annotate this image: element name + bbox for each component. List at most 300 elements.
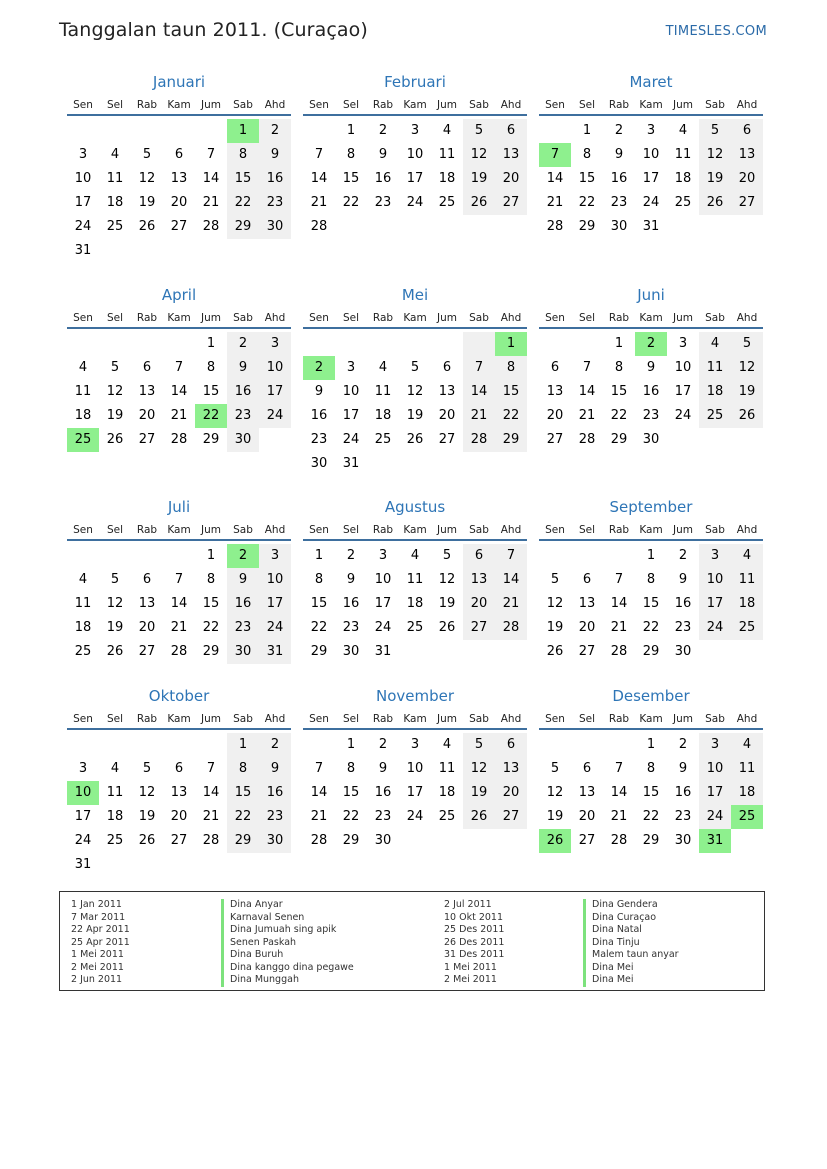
empty-day-cell	[99, 733, 131, 757]
weekday-label: Jum	[437, 713, 457, 725]
weekday-label: Sel	[106, 524, 124, 536]
day-cell: 8	[206, 572, 216, 587]
day-cell: 7	[206, 147, 216, 162]
day-cell: 24	[74, 833, 92, 848]
weekday-label: Jum	[201, 312, 221, 324]
empty-day-cell	[699, 640, 731, 664]
day-cell: 10	[699, 568, 731, 592]
day-cell: 6	[174, 761, 184, 776]
empty-day-cell	[131, 332, 163, 356]
day-cell: 9	[227, 568, 259, 592]
day-cell: 27	[463, 616, 495, 640]
empty-day-cell	[131, 733, 163, 757]
day-cell: 29	[342, 833, 360, 848]
empty-day-cell	[463, 332, 495, 356]
day-cell: 30	[642, 432, 660, 447]
day-cell: 4	[442, 123, 452, 138]
day-cell: 17	[374, 596, 392, 611]
day-cell: 16	[674, 596, 692, 611]
day-cell: 21	[202, 809, 220, 824]
day-cell: 10	[674, 360, 692, 375]
day-cell: 4	[731, 544, 763, 568]
day-cell: 8	[206, 360, 216, 375]
day-cell: 11	[438, 147, 456, 162]
day-cell: 9	[378, 147, 388, 162]
day-cell: 12	[106, 384, 124, 399]
day-cell: 5	[142, 147, 152, 162]
day-cell: 17	[259, 380, 291, 404]
empty-day-cell	[495, 452, 527, 476]
day-cell: 18	[699, 380, 731, 404]
weekday-label: Sab	[705, 99, 725, 111]
day-grid	[303, 544, 527, 664]
day-cell: 9	[614, 147, 624, 162]
day-cell: 27	[731, 191, 763, 215]
day-cell: 25	[374, 432, 392, 447]
weekday-label: Rab	[608, 524, 630, 536]
day-cell: 24	[342, 432, 360, 447]
empty-day-cell	[367, 332, 399, 356]
day-cell: 27	[578, 644, 596, 659]
empty-day-cell	[259, 239, 291, 263]
day-cell: 17	[342, 408, 360, 423]
weekday-header	[67, 521, 291, 541]
empty-day-cell	[67, 733, 99, 757]
empty-day-cell	[731, 215, 763, 239]
day-cell: 24	[374, 620, 392, 635]
empty-day-cell	[131, 119, 163, 143]
weekday-label: Sen	[73, 524, 93, 536]
day-cell: 19	[731, 380, 763, 404]
weekday-label: Jum	[437, 312, 457, 324]
day-cell: 31	[74, 243, 92, 258]
day-cell: 19	[106, 408, 124, 423]
day-cell: 13	[170, 785, 188, 800]
weekday-header	[539, 309, 763, 329]
day-cell: 16	[374, 785, 392, 800]
weekday-label: Ahd	[736, 312, 758, 324]
day-cell: 21	[546, 195, 564, 210]
legend-holiday-date: 26 Des 2011	[444, 936, 505, 948]
day-cell: 8	[314, 572, 324, 587]
weekday-header	[303, 521, 527, 541]
day-cell: 28	[170, 432, 188, 447]
legend-right-names	[583, 899, 679, 987]
empty-day-cell	[399, 332, 431, 356]
empty-day-cell	[539, 119, 571, 143]
empty-day-cell	[731, 428, 763, 452]
day-cell: 17	[74, 195, 92, 210]
empty-day-cell	[539, 733, 571, 757]
day-cell: 12	[138, 171, 156, 186]
holiday-day-cell: 31	[699, 829, 731, 853]
weekday-label: Ahd	[264, 312, 286, 324]
day-cell: 21	[310, 809, 328, 824]
day-grid	[303, 332, 527, 476]
weekday-label: Sen	[309, 99, 329, 111]
day-cell: 9	[259, 143, 291, 167]
weekday-label: Sel	[342, 312, 360, 324]
day-cell: 23	[310, 432, 328, 447]
weekday-label: Kam	[167, 524, 191, 536]
day-cell: 11	[731, 568, 763, 592]
legend-holiday-date: 25 Des 2011	[444, 924, 505, 935]
day-cell: 19	[546, 809, 564, 824]
weekday-label: Jum	[201, 99, 221, 111]
weekday-label: Rab	[372, 524, 394, 536]
day-cell: 11	[106, 785, 124, 800]
legend-holiday-date: 22 Apr 2011	[71, 924, 130, 935]
empty-day-cell	[731, 829, 763, 853]
empty-day-cell	[163, 239, 195, 263]
day-cell: 7	[582, 360, 592, 375]
day-cell: 30	[227, 428, 259, 452]
day-cell: 15	[578, 171, 596, 186]
day-cell: 22	[342, 195, 360, 210]
empty-day-cell	[539, 332, 571, 356]
day-cell: 31	[74, 857, 92, 872]
day-cell: 14	[578, 384, 596, 399]
empty-day-cell	[571, 332, 603, 356]
day-cell: 18	[731, 781, 763, 805]
empty-day-cell	[335, 215, 367, 239]
day-cell: 19	[138, 809, 156, 824]
weekday-label: Rab	[608, 99, 630, 111]
day-cell: 23	[227, 616, 259, 640]
legend-holiday-date: 1 Jan 2011	[71, 899, 122, 910]
day-cell: 22	[642, 620, 660, 635]
day-cell: 17	[699, 781, 731, 805]
day-grid	[303, 733, 527, 853]
day-cell: 29	[610, 432, 628, 447]
holiday-day-cell: 22	[195, 404, 227, 428]
day-cell: 8	[227, 143, 259, 167]
legend-holiday-name: Dina Munggah	[221, 974, 354, 987]
empty-day-cell	[667, 215, 699, 239]
day-cell: 3	[410, 737, 420, 752]
empty-day-cell	[195, 853, 227, 877]
day-cell: 4	[78, 572, 88, 587]
empty-day-cell	[259, 853, 291, 877]
legend-holiday-name: Malem taun anyar	[583, 949, 679, 962]
legend-left-dates	[71, 899, 130, 987]
empty-day-cell	[463, 829, 495, 853]
empty-day-cell	[539, 544, 571, 568]
day-cell: 4	[110, 147, 120, 162]
day-cell: 18	[674, 171, 692, 186]
weekday-label: Kam	[639, 524, 663, 536]
weekday-label: Kam	[403, 99, 427, 111]
month-name: Juli	[167, 498, 191, 516]
day-cell: 28	[495, 616, 527, 640]
weekday-label: Sen	[545, 99, 565, 111]
day-cell: 23	[259, 805, 291, 829]
day-cell: 25	[106, 219, 124, 234]
day-cell: 8	[614, 360, 624, 375]
day-cell: 9	[678, 572, 688, 587]
weekday-label: Ahd	[736, 99, 758, 111]
day-cell: 27	[138, 432, 156, 447]
day-cell: 29	[227, 829, 259, 853]
empty-day-cell	[463, 640, 495, 664]
day-cell: 21	[310, 195, 328, 210]
weekday-label: Jum	[437, 524, 457, 536]
day-cell: 4	[442, 737, 452, 752]
day-cell: 3	[646, 123, 656, 138]
weekday-label: Ahd	[264, 524, 286, 536]
day-cell: 4	[110, 761, 120, 776]
day-cell: 9	[378, 761, 388, 776]
day-grid	[303, 119, 527, 239]
month-block	[539, 72, 763, 239]
day-cell: 15	[202, 384, 220, 399]
day-cell: 29	[642, 644, 660, 659]
day-cell: 27	[546, 432, 564, 447]
day-cell: 17	[259, 592, 291, 616]
day-cell: 20	[438, 408, 456, 423]
day-cell: 1	[646, 548, 656, 563]
day-cell: 20	[495, 167, 527, 191]
day-cell: 16	[310, 408, 328, 423]
day-cell: 9	[678, 761, 688, 776]
weekday-header	[67, 96, 291, 116]
day-cell: 7	[314, 147, 324, 162]
weekday-label: Ahd	[264, 713, 286, 725]
legend-right-dates	[444, 899, 504, 987]
day-cell: 13	[578, 596, 596, 611]
day-cell: 23	[610, 195, 628, 210]
weekday-label: Rab	[136, 713, 158, 725]
day-cell: 10	[342, 384, 360, 399]
weekday-header	[67, 710, 291, 730]
day-cell: 23	[374, 195, 392, 210]
day-cell: 21	[495, 592, 527, 616]
day-cell: 17	[699, 592, 731, 616]
month-block	[539, 497, 763, 664]
legend-holiday-name: Dina Buruh	[221, 949, 354, 962]
weekday-header	[539, 521, 763, 541]
day-cell: 16	[674, 785, 692, 800]
weekday-label: Jum	[201, 524, 221, 536]
weekday-label: Sen	[545, 713, 565, 725]
site-link[interactable]: TIMESLES.COM	[665, 24, 767, 39]
weekday-label: Sab	[469, 312, 489, 324]
day-grid	[67, 544, 291, 664]
empty-day-cell	[431, 332, 463, 356]
day-cell: 9	[227, 356, 259, 380]
day-cell: 15	[495, 380, 527, 404]
empty-day-cell	[603, 733, 635, 757]
weekday-label: Ahd	[500, 312, 522, 324]
empty-day-cell	[367, 452, 399, 476]
weekday-label: Sen	[309, 713, 329, 725]
empty-day-cell	[163, 332, 195, 356]
weekday-label: Sab	[469, 524, 489, 536]
day-cell: 15	[342, 171, 360, 186]
day-cell: 2	[259, 119, 291, 143]
weekday-label: Rab	[136, 524, 158, 536]
day-cell: 2	[678, 548, 688, 563]
empty-day-cell	[99, 853, 131, 877]
weekday-label: Sel	[106, 99, 124, 111]
day-grid	[539, 332, 763, 452]
empty-day-cell	[399, 215, 431, 239]
day-cell: 2	[378, 737, 388, 752]
day-cell: 28	[610, 833, 628, 848]
day-cell: 22	[227, 191, 259, 215]
day-cell: 8	[646, 761, 656, 776]
weekday-label: Sel	[342, 524, 360, 536]
empty-day-cell	[431, 640, 463, 664]
day-cell: 14	[495, 568, 527, 592]
day-grid	[67, 733, 291, 877]
weekday-label: Ahd	[500, 713, 522, 725]
day-cell: 13	[731, 143, 763, 167]
day-cell: 11	[406, 572, 424, 587]
day-grid	[539, 544, 763, 664]
day-cell: 26	[463, 191, 495, 215]
holiday-legend	[59, 891, 765, 991]
day-cell: 18	[406, 596, 424, 611]
day-cell: 10	[406, 761, 424, 776]
legend-holiday-name: Senen Paskah	[221, 937, 354, 950]
weekday-label: Rab	[136, 99, 158, 111]
weekday-label: Kam	[403, 713, 427, 725]
day-cell: 1	[206, 336, 216, 351]
weekday-label: Sab	[469, 99, 489, 111]
day-cell: 14	[610, 596, 628, 611]
empty-day-cell	[131, 853, 163, 877]
day-cell: 20	[578, 620, 596, 635]
empty-day-cell	[67, 332, 99, 356]
day-cell: 26	[406, 432, 424, 447]
day-cell: 14	[202, 171, 220, 186]
empty-day-cell	[67, 544, 99, 568]
day-cell: 31	[374, 644, 392, 659]
holiday-day-cell: 26	[539, 829, 571, 853]
day-cell: 13	[495, 757, 527, 781]
day-cell: 10	[74, 171, 92, 186]
legend-holiday-date: 1 Mei 2011	[444, 961, 497, 973]
legend-left-names	[221, 899, 354, 987]
day-cell: 21	[610, 809, 628, 824]
empty-day-cell	[335, 332, 367, 356]
page-title: Tanggalan taun 2011. (Curaçao)	[59, 19, 368, 41]
day-cell: 27	[578, 833, 596, 848]
legend-holiday-name: Dina Gendera	[583, 899, 679, 912]
day-cell: 3	[259, 332, 291, 356]
day-cell: 16	[642, 384, 660, 399]
day-cell: 14	[170, 596, 188, 611]
month-name: November	[375, 687, 455, 705]
day-cell: 27	[170, 833, 188, 848]
day-cell: 3	[78, 761, 88, 776]
day-cell: 26	[699, 191, 731, 215]
weekday-label: Sen	[309, 312, 329, 324]
weekday-label: Sen	[309, 524, 329, 536]
day-cell: 12	[106, 596, 124, 611]
day-cell: 22	[342, 809, 360, 824]
day-cell: 4	[678, 123, 688, 138]
day-cell: 17	[642, 171, 660, 186]
empty-day-cell	[399, 452, 431, 476]
day-cell: 1	[227, 733, 259, 757]
day-cell: 10	[259, 568, 291, 592]
empty-day-cell	[699, 428, 731, 452]
day-cell: 5	[463, 119, 495, 143]
legend-holiday-date: 2 Jun 2011	[71, 974, 123, 985]
day-cell: 5	[110, 360, 120, 375]
day-cell: 12	[438, 572, 456, 587]
day-cell: 24	[259, 404, 291, 428]
weekday-label: Sab	[469, 713, 489, 725]
day-cell: 30	[310, 456, 328, 471]
weekday-header	[539, 710, 763, 730]
day-cell: 27	[438, 432, 456, 447]
weekday-header	[303, 96, 527, 116]
day-cell: 18	[106, 195, 124, 210]
day-cell: 15	[642, 785, 660, 800]
weekday-label: Jum	[673, 713, 693, 725]
day-cell: 30	[374, 833, 392, 848]
weekday-label: Sel	[578, 713, 596, 725]
day-cell: 6	[142, 572, 152, 587]
weekday-label: Rab	[372, 713, 394, 725]
day-cell: 17	[74, 809, 92, 824]
legend-holiday-name: Karnaval Senen	[221, 912, 354, 925]
empty-day-cell	[99, 544, 131, 568]
day-cell: 6	[442, 360, 452, 375]
empty-day-cell	[259, 428, 291, 452]
day-cell: 26	[106, 432, 124, 447]
weekday-label: Rab	[372, 99, 394, 111]
empty-day-cell	[303, 332, 335, 356]
day-cell: 13	[495, 143, 527, 167]
day-cell: 10	[374, 572, 392, 587]
month-block	[303, 686, 527, 853]
weekday-label: Jum	[437, 99, 457, 111]
day-cell: 7	[614, 761, 624, 776]
legend-holiday-name: Dina Jumuah sing apik	[221, 924, 354, 937]
day-cell: 26	[138, 219, 156, 234]
day-cell: 7	[614, 572, 624, 587]
day-cell: 19	[106, 620, 124, 635]
empty-day-cell	[131, 544, 163, 568]
weekday-label: Sel	[342, 713, 360, 725]
day-cell: 16	[342, 596, 360, 611]
day-grid	[67, 119, 291, 263]
day-cell: 17	[674, 384, 692, 399]
day-grid	[539, 733, 763, 853]
day-cell: 31	[342, 456, 360, 471]
day-cell: 8	[346, 761, 356, 776]
weekday-label: Sen	[545, 312, 565, 324]
empty-day-cell	[463, 215, 495, 239]
legend-holiday-date: 2 Mei 2011	[71, 961, 124, 973]
legend-holiday-date: 10 Okt 2011	[444, 911, 504, 923]
day-cell: 21	[170, 408, 188, 423]
empty-day-cell	[227, 239, 259, 263]
weekday-label: Kam	[639, 312, 663, 324]
weekday-label: Sen	[73, 713, 93, 725]
day-cell: 24	[74, 219, 92, 234]
day-cell: 10	[406, 147, 424, 162]
day-cell: 13	[170, 171, 188, 186]
empty-day-cell	[195, 733, 227, 757]
day-cell: 6	[731, 119, 763, 143]
day-cell: 11	[106, 171, 124, 186]
day-cell: 31	[642, 219, 660, 234]
